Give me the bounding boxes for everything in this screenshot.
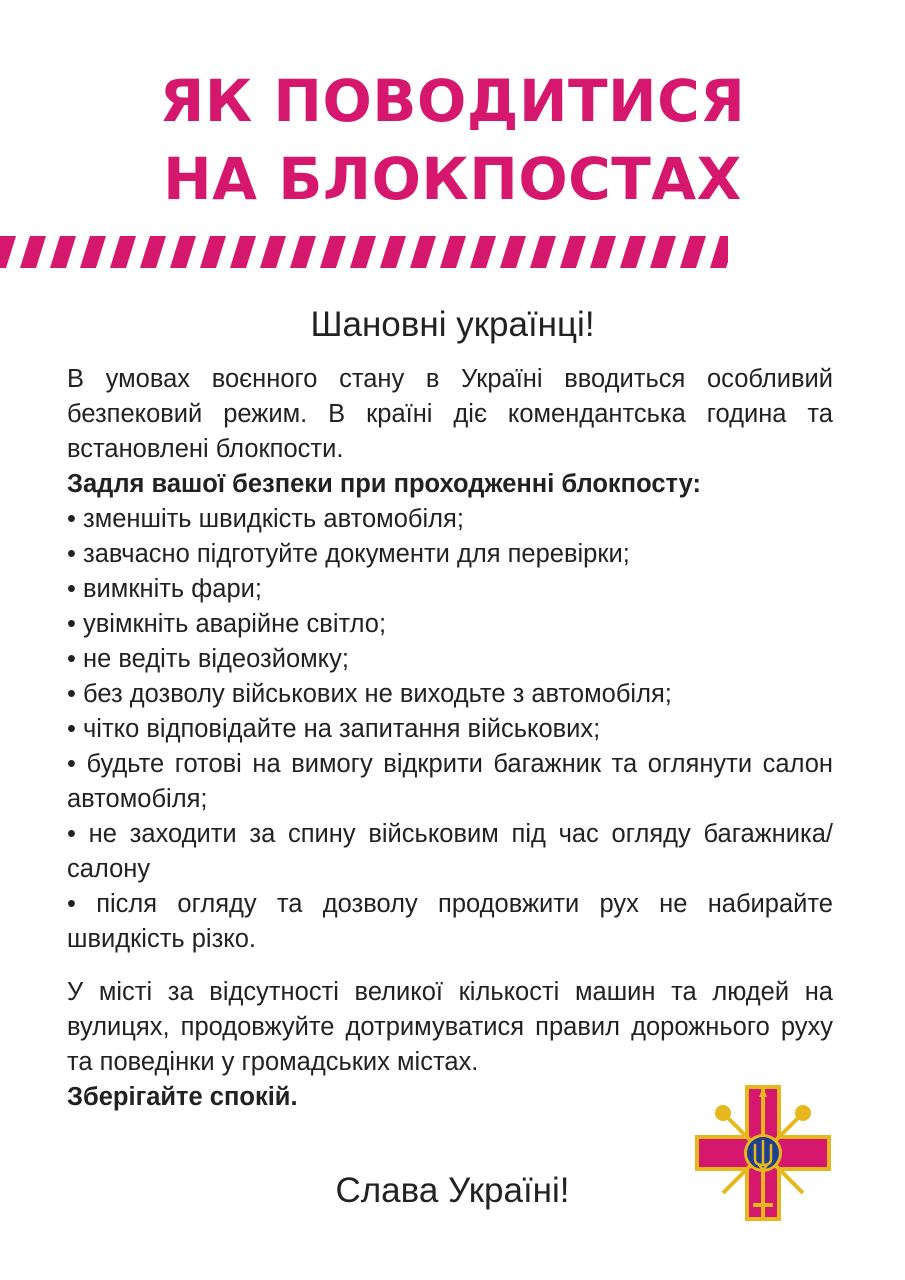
list-item: • увімкніть аварійне світло;	[67, 610, 387, 638]
title-line-1: ЯК ПОВОДИТИСЯ	[159, 67, 746, 135]
stripe	[530, 236, 556, 268]
outro-paragraph: У місті за відсутності великої кількості машин та людей на вулицях, продовжуйте дотримуватися правил дорожнього руху та поведінки у громадських містах.	[67, 978, 833, 1076]
stripe	[260, 236, 286, 268]
list-item: • без дозволу військових не виходьте з автомобіля;	[67, 680, 672, 708]
stripe	[200, 236, 226, 268]
stripe	[50, 236, 76, 268]
rules-heading: Задля вашої безпеки при проходженні блокпосту:	[67, 470, 701, 498]
stripe	[470, 236, 496, 268]
stripe	[380, 236, 406, 268]
intro-paragraph: В умовах воєнного стану в Україні вводиться особливий безпековий режим. В країні діє комендантська година та встановлені блокпости.	[67, 365, 833, 463]
stripe	[320, 236, 346, 268]
stripe	[440, 236, 466, 268]
armed-forces-emblem-icon	[693, 1083, 833, 1223]
list-item: • не заходити за спину військовим під час огляду багажника/салону	[67, 820, 833, 883]
stripe	[620, 236, 646, 268]
stripe	[290, 236, 316, 268]
warning-stripes-icon	[0, 236, 728, 268]
stripe	[140, 236, 166, 268]
main-content	[67, 362, 833, 1115]
stripe	[710, 236, 728, 268]
stripe	[560, 236, 586, 268]
greeting: Шановні українці!	[310, 305, 595, 344]
rules-list	[67, 502, 833, 957]
closing-slogan: Слава Україні!	[335, 1171, 570, 1210]
stripe	[500, 236, 526, 268]
stripe	[410, 236, 436, 268]
list-item: • будьте готові на вимогу відкрити багажник та оглянути салон автомобіля;	[67, 750, 833, 813]
list-item: • вимкніть фари;	[67, 575, 262, 603]
list-item: • не ведіть відеозйомку;	[67, 645, 349, 673]
calm-note: Зберігайте спокій.	[67, 1083, 298, 1111]
stripe	[350, 236, 376, 268]
stripe	[0, 236, 16, 268]
stripe	[80, 236, 106, 268]
list-item: • завчасно підготуйте документи для перевірки;	[67, 540, 630, 568]
title-line-2: НА БЛОКПОСТАХ	[163, 145, 742, 213]
list-item: • чітко відповідайте на запитання військових;	[67, 715, 601, 743]
list-item: • після огляду та дозволу продовжити рух не набирайте швидкість різко.	[67, 890, 833, 953]
stripe	[650, 236, 676, 268]
stripe	[170, 236, 196, 268]
stripe	[680, 236, 706, 268]
stripe	[110, 236, 136, 268]
stripe	[230, 236, 256, 268]
stripe	[590, 236, 616, 268]
list-item: • зменшіть швидкість автомобіля;	[67, 505, 464, 533]
stripe	[20, 236, 46, 268]
poster-title	[0, 62, 905, 218]
